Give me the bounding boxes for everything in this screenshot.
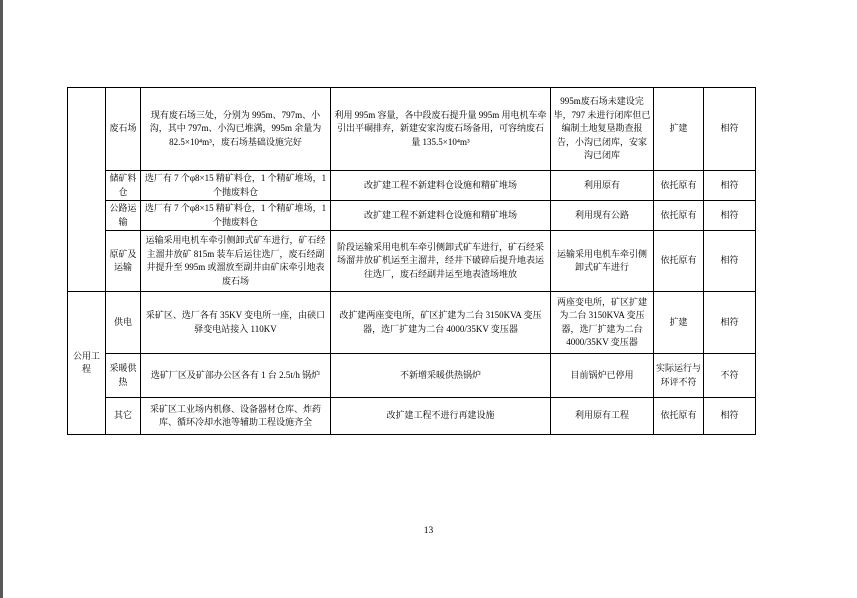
existing-status-cell: 运输采用电机车牵引侧卸式矿车进行，矿石经主溜井放矿 815m 装车后运往选厂，废石经副井提升至 995m 或溜放至副井由矿床牵引地表废石场 bbox=[141, 231, 331, 292]
expansion-plan-cell: 改扩建工程不新建料仓设施和精矿堆场 bbox=[331, 171, 551, 201]
actual-construction-cell: 目前锅炉已停用 bbox=[551, 354, 654, 398]
expansion-plan-cell: 阶段运输采用电机车牵引侧卸式矿车进行，矿石经采场溜井放矿机运至主溜井，经井下破碎后提升地表运往选厂，废石经副井运至地表渣场堆放 bbox=[331, 231, 551, 292]
construction-nature-cell: 扩建 bbox=[654, 88, 704, 171]
construction-nature-cell: 依托原有 bbox=[654, 231, 704, 292]
existing-status-cell: 选矿厂区及矿部办公区各有 1 台 2.5t/h 锅炉 bbox=[141, 354, 331, 398]
conformity-cell: 相符 bbox=[704, 231, 756, 292]
table-row bbox=[68, 354, 756, 398]
actual-construction-cell: 利用现有公路 bbox=[551, 201, 654, 231]
construction-nature-cell: 依托原有 bbox=[654, 201, 704, 231]
construction-nature-cell: 扩建 bbox=[654, 292, 704, 354]
existing-status-cell: 采矿区工业场内机修、设备器材仓库、炸药库、循环冷却水池等辅助工程设施齐全 bbox=[141, 398, 331, 435]
facility-name-cell: 原矿及运输 bbox=[106, 231, 141, 292]
table-row bbox=[68, 201, 756, 231]
facility-name-cell: 采暖供热 bbox=[106, 354, 141, 398]
left-edge-border bbox=[0, 0, 3, 598]
table-row bbox=[68, 292, 756, 354]
facility-name-cell: 废石场 bbox=[106, 88, 141, 171]
conformity-cell: 相符 bbox=[704, 201, 756, 231]
existing-status-cell: 选厂有 7 个φ8×15 精矿料仓，1 个精矿堆场，1 个抛废料仓 bbox=[141, 171, 331, 201]
expansion-plan-cell: 利用 995m 容量，各中段废石提升量 995m 用电机车牵引出平硐排弃，新建安家沟废石场备用，可容纳废石量 135.5×10⁴m³ bbox=[331, 88, 551, 171]
existing-status-cell: 采矿区、选厂各有 35KV 变电所一座，由硖口驿变电站接入 110KV bbox=[141, 292, 331, 354]
facility-name-cell: 公路运输 bbox=[106, 201, 141, 231]
table-row bbox=[68, 171, 756, 201]
actual-construction-cell: 995m废石场未建设完毕，797 未进行闭库但已编制土地复垦勘查报告，小沟已闭库，安家沟已闭库 bbox=[551, 88, 654, 171]
construction-nature-cell: 依托原有 bbox=[654, 398, 704, 435]
comparison-table bbox=[67, 87, 756, 435]
construction-nature-cell: 实际运行与环评不符 bbox=[654, 354, 704, 398]
existing-status-cell: 选厂有 7 个φ8×15 精矿料仓，1 个精矿堆场，1 个抛废料仓 bbox=[141, 201, 331, 231]
existing-status-cell: 现有废石场三处，分别为 995m、797m、小沟，其中 797m、小沟已堆满，995m 余量为 82.5×10⁴m³，废石场基础设施完好 bbox=[141, 88, 331, 171]
table-row bbox=[68, 398, 756, 435]
actual-construction-cell: 运输采用电机车牵引侧卸式矿车进行 bbox=[551, 231, 654, 292]
conformity-cell: 相符 bbox=[704, 171, 756, 201]
actual-construction-cell: 两座变电所，矿区扩建为二台 3150KVA 变压器，选厂扩建为二台 4000/35KV 变压器 bbox=[551, 292, 654, 354]
facility-name-cell: 其它 bbox=[106, 398, 141, 435]
expansion-plan-cell: 改扩建工程不进行再建设施 bbox=[331, 398, 551, 435]
table-row bbox=[68, 231, 756, 292]
facility-name-cell: 供电 bbox=[106, 292, 141, 354]
project-group-cell-public-works: 公用工程 bbox=[68, 292, 106, 435]
construction-nature-cell: 依托原有 bbox=[654, 171, 704, 201]
actual-construction-cell: 利用原有工程 bbox=[551, 398, 654, 435]
conformity-cell: 相符 bbox=[704, 88, 756, 171]
expansion-plan-cell: 改扩建工程不新建料仓设施和精矿堆场 bbox=[331, 201, 551, 231]
table-row bbox=[68, 88, 756, 171]
conformity-cell: 相符 bbox=[704, 398, 756, 435]
conformity-cell: 相符 bbox=[704, 292, 756, 354]
actual-construction-cell: 利用原有 bbox=[551, 171, 654, 201]
project-group-cell-top bbox=[68, 88, 106, 292]
facility-name-cell: 储矿料仓 bbox=[106, 171, 141, 201]
page-number: 13 bbox=[423, 526, 434, 536]
conformity-cell: 不符 bbox=[704, 354, 756, 398]
expansion-plan-cell: 改扩建两座变电所，矿区扩建为二台 3150KVA 变压器，选厂扩建为二台 4000/35KV 变压器 bbox=[331, 292, 551, 354]
expansion-plan-cell: 不新增采暖供热锅炉 bbox=[331, 354, 551, 398]
